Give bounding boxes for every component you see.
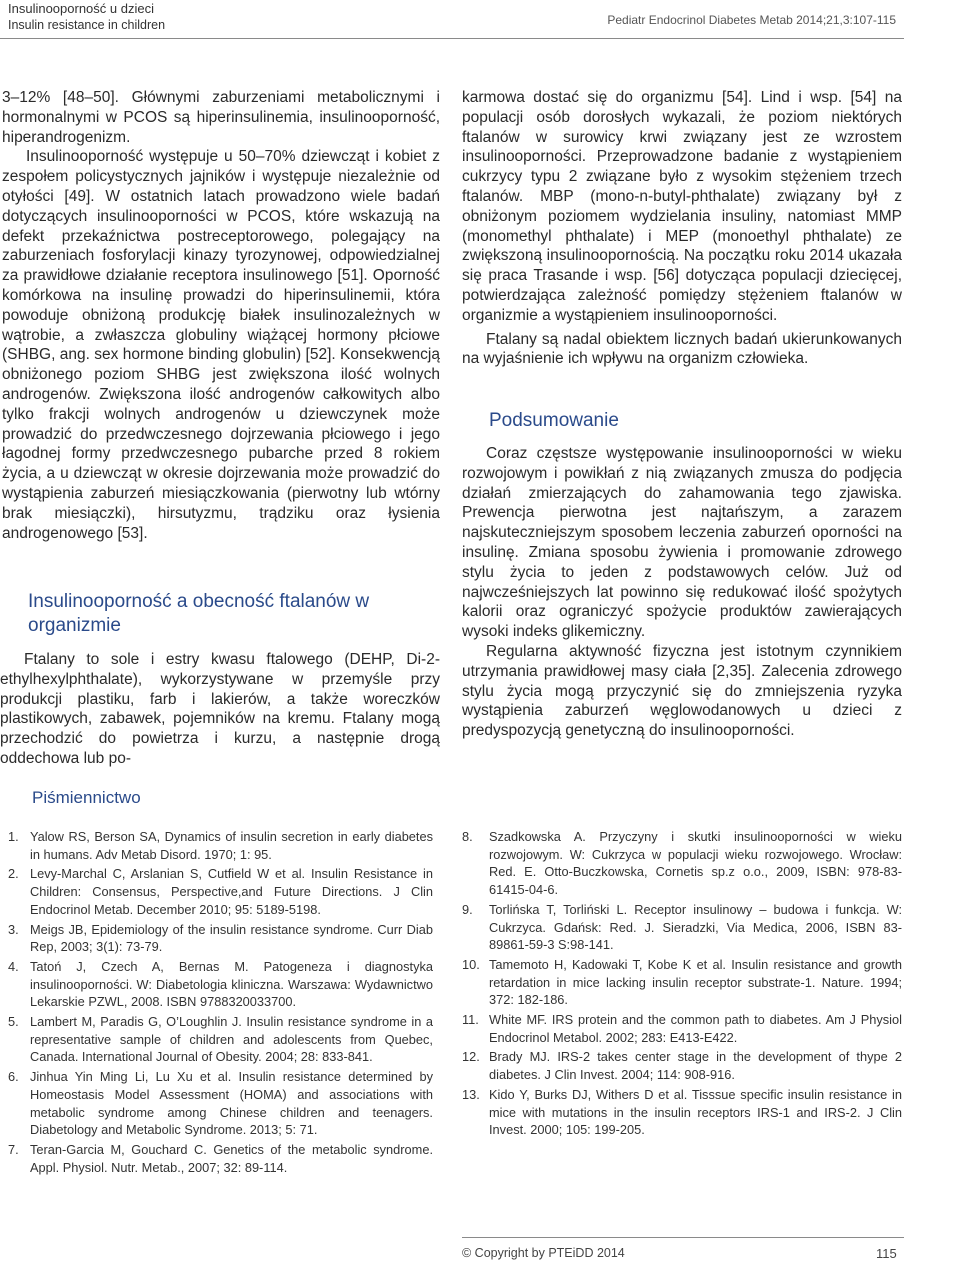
reference-number: 1. bbox=[8, 829, 19, 844]
reference-text: Jinhua Yin Ming Li, Lu Xu et al. Insulin resistance determined by Homeostasis Model Assessment (HOMA) and associations with metabolic syndrome among Chinese children and teenagers. Diabetology and Metabolic Syndrome. 2013; 5: 71. bbox=[30, 1069, 433, 1138]
reference-item bbox=[462, 1048, 902, 1083]
header-subtitle: Insulin resistance in children bbox=[8, 18, 166, 32]
page-number: 115 bbox=[876, 1246, 897, 1261]
reference-item bbox=[462, 956, 902, 1009]
reference-item bbox=[8, 1068, 433, 1139]
reference-text: Lambert M, Paradis G, O’Loughlin J. Insulin resistance syndrome in a representative sample of children and adolescents from Quebec, Canada. International Journal of Obesity. 2004; 28: 833-841. bbox=[30, 1014, 433, 1065]
reference-item bbox=[462, 901, 902, 954]
reference-text: Tamemoto H, Kadowaki T, Kobe K et al. Insulin resistance and growth retardation in mice lacking insulin receptor substrate-1. Nature. 1994; 372: 182-186. bbox=[489, 956, 902, 1008]
reference-item bbox=[8, 865, 433, 918]
references-heading: Piśmiennictwo bbox=[32, 788, 141, 807]
reference-text: Torlińska T, Torliński L. Receptor insulinowy – budowa i funkcja. W: Cukrzyca. Gdańsk: Red. J. Sieradzki, Via Medica, 2006, ISBN 83-89861-59-3 S:98-141. bbox=[489, 901, 902, 953]
reference-text: Levy-Marchal C, Arslanian S, Cutfield W et al. Insulin Resistance in Children: Consensus, Perspective,and Future Directions. J Clin Endocrinol Metab. December 2010; 95: 5189-5198. bbox=[30, 866, 433, 917]
body-paragraph: 3–12% [48–50]. Głównymi zaburzeniami metabolicznymi i hormonalnymi w PCOS są hiperinsulinemia, insulinooporność, hiperandrogenizm. bbox=[2, 89, 440, 146]
reference-item bbox=[462, 828, 902, 899]
references-list-right bbox=[462, 828, 902, 1141]
running-header bbox=[8, 0, 165, 34]
reference-item bbox=[8, 958, 433, 1011]
reference-number: 7. bbox=[8, 1141, 19, 1157]
reference-text: Szadkowska A. Przyczyny i skutki insulinooporności w wieku rozwojowym. W: Cukrzyca w populacji wieku rozwojowego. Wrocław: Red. E. Otto-Buczkowska, Cornetis sp.z o.o., 2009, ISBN: 978-83-61415-04-6. bbox=[489, 829, 902, 898]
reference-number: 11. bbox=[462, 1012, 479, 1028]
section-heading-summary: Podsumowanie bbox=[489, 410, 619, 431]
reference-text: Yalow RS, Berson SA, Dynamics of insulin secretion in early diabetes in humans. Adv Metab Disord. 1970; 1: 95. bbox=[30, 829, 433, 862]
footer-copyright: © Copyright by PTEiDD 2014 bbox=[462, 1246, 625, 1260]
reference-number: 12. bbox=[462, 1049, 480, 1065]
reference-number: 10. bbox=[462, 956, 480, 972]
reference-number: 6. bbox=[8, 1069, 19, 1085]
reference-number: 5. bbox=[8, 1014, 19, 1030]
body-paragraph: karmowa dostać się do organizmu [54]. Lind i wsp. [54] na populacji osób dorosłych wykazali, że poziom niektórych ftalanów w surowicy krwi związany jest ze wzrostem insulinooporności. Przeprowadzone badanie z wystąpieniem cukrzycy typu 2 związane było z wysokim stężeniem trzech ftalanów. MBP (mono-n-butyl-phthalate) związany był z obniżonym poziomem wydzielania insuliny, natomiast MMP (monomethyl phthalate) i MEP (monoethyl phthalate) ze zwiększoną insulinoopornością. Na początku roku 2014 ukazała się praca Trasande i wsp. [56] dotycząca populacji dziecięcej, potwierdzająca zależność pomiędzy stężeniem ftalanów w organizmie a wystąpieniem insulinooporności. bbox=[462, 89, 902, 324]
header-title: Insulinooporność u dzieci bbox=[8, 1, 154, 16]
left-column bbox=[0, 88, 440, 543]
header-divider bbox=[0, 38, 904, 39]
header-citation: Pediatr Endocrinol Diabetes Metab 2014;21,3:107-115 bbox=[607, 13, 896, 27]
body-paragraph: Ftalany są nadal obiektem licznych badań ukierunkowanych na wyjaśnienie ich wpływu na organizm człowieka. bbox=[462, 330, 902, 368]
reference-number: 13. bbox=[462, 1086, 480, 1102]
references-list-left bbox=[8, 828, 433, 1178]
reference-text: Brady MJ. IRS-2 takes center stage in the development of thype 2 diabetes. J Clin Invest. 2004; 114: 908-916. bbox=[489, 1049, 902, 1083]
section-heading-phthalates: Insulinooporność a obecność ftalanów w organizmie bbox=[28, 591, 370, 636]
phthalates-section bbox=[0, 650, 440, 769]
reference-number: 4. bbox=[8, 958, 19, 974]
summary-section bbox=[462, 444, 902, 741]
body-paragraph: Ftalany to sole i estry kwasu ftalowego (DEHP, Di-2-ethylhexylphthalate), wykorzystywane w przemyśle przy produkcji plastiku, farb i lakierów, a także woreczków plastikowych, zabawek, pojemników na kremu. Ftalany mogą przechodzić do powietrza i kurzu, a następnie drogą oddechowa lub po- bbox=[0, 651, 440, 767]
reference-item bbox=[8, 828, 433, 863]
body-paragraph: Regularna aktywność fizyczna jest istotnym czynnikiem utrzymania prawidłowej masy ciała [2,35]. Zalecenia zdrowego stylu życia mogą przyczynić się do zmniejszenia ryzyka wystąpienia zaburzeń węglowodanowych u dzieci z predyspozycją genetyczną do insulinooporności. bbox=[462, 642, 902, 740]
reference-text: Meigs JB, Epidemiology of the insulin resistance syndrome. Curr Diab Rep, 2003; 3(1): 73-79. bbox=[30, 921, 433, 955]
right-column bbox=[462, 88, 902, 369]
footer-divider bbox=[462, 1237, 904, 1238]
body-paragraph: Insulinooporność występuje u 50–70% dziewcząt i kobiet z zespołem policystycznych jajników i występuje niezależnie od otyłości [49]. W ostatnich latach prowadzono wiele badań dotyczących insulinooporności w PCOS, które wskazują na defekt przekaźnictwa postreceptorowego, polegający na zaburzeniach fosforylacji kinazy tyrozynowej, odpowiedzialnej za prawidłowe działanie receptora insulinowego [51]. Oporność komórkowa na insulinę prowadzi do hiperinsulinemii, która powoduje obniżoną produkcję białek insulinozależnych w wątrobie, a zwłaszcza globuliny wiążącej hormony płciowe (SHBG, ang. sex hormone binding globulin) [52]. Konsekwencją obniżonego poziom SHBG jest zwiększona ilość wolnych androgenów. Zwiększona ilość androgenów całkowitych albo tylko frakcji wolnych androgenów u dziewczynek może prowadzić do przedwczesnego dojrzewania płciowego i jego łagodnej formy przedwczesnego pubarche przed 8 rokiem życia, a u dziewcząt w okresie dojrzewania może prowadzić do wystąpienia zaburzeń miesiączkowania (pierwotny lub wtórny brak miesiączki), hirsutyzmu, trądziku oraz łysienia androgenowego [53]. bbox=[2, 148, 440, 542]
reference-item bbox=[462, 1086, 902, 1139]
reference-text: Teran-Garcia M, Gouchard C. Genetics of the metabolic syndrome. Appl. Physiol. Nutr. Metab., 2007; 32: 89-114. bbox=[30, 1141, 433, 1175]
reference-number: 3. bbox=[8, 921, 19, 937]
reference-text: Tatoń J, Czech A, Bernas M. Patogeneza i diagnostyka insulinooporności. W: Diabetologia kliniczna. Warszawa: Wydawnictwo Lekarskie PZWL, 2008. ISBN 9788320033700. bbox=[30, 958, 433, 1010]
reference-item bbox=[8, 1013, 433, 1066]
reference-text: Kido Y, Burks DJ, Withers D et al. Tisssue specific insulin resistance in mice with mutations in the insulin receptors IRS-1 and IRS-2. J Clin Invest. 2000; 105: 199-205. bbox=[489, 1086, 902, 1138]
reference-number: 9. bbox=[462, 901, 473, 917]
reference-item bbox=[462, 1011, 902, 1046]
reference-number: 2. bbox=[8, 866, 19, 882]
reference-item bbox=[8, 1141, 433, 1176]
body-paragraph: Coraz częstsze występowanie insulinooporności w wieku rozwojowym i powikłań z nią związanych zmusza do podjęcia działań zmierzających do zahamowania tego zjawiska. Prewencja pierwotna jest najtańszym, a zarazem najskuteczniejszym sposobem leczenia zaburzeń oporności na insulinę. Zmiana sposobu żywienia i promowanie zdrowego stylu życia to jeden z podstawowych celów. Już od najwcześniejszych lat powinno się redukować ilość spożytych kalorii oraz ograniczyć spożycie produktów zawierających wysoki indeks glikemiczny. bbox=[462, 445, 902, 641]
reference-item bbox=[8, 921, 433, 956]
reference-text: White MF. IRS protein and the common path to diabetes. Am J Physiol Endocrinol Metabol. 2002; 283: E413-E422. bbox=[489, 1012, 902, 1045]
reference-number: 8. bbox=[462, 829, 473, 844]
